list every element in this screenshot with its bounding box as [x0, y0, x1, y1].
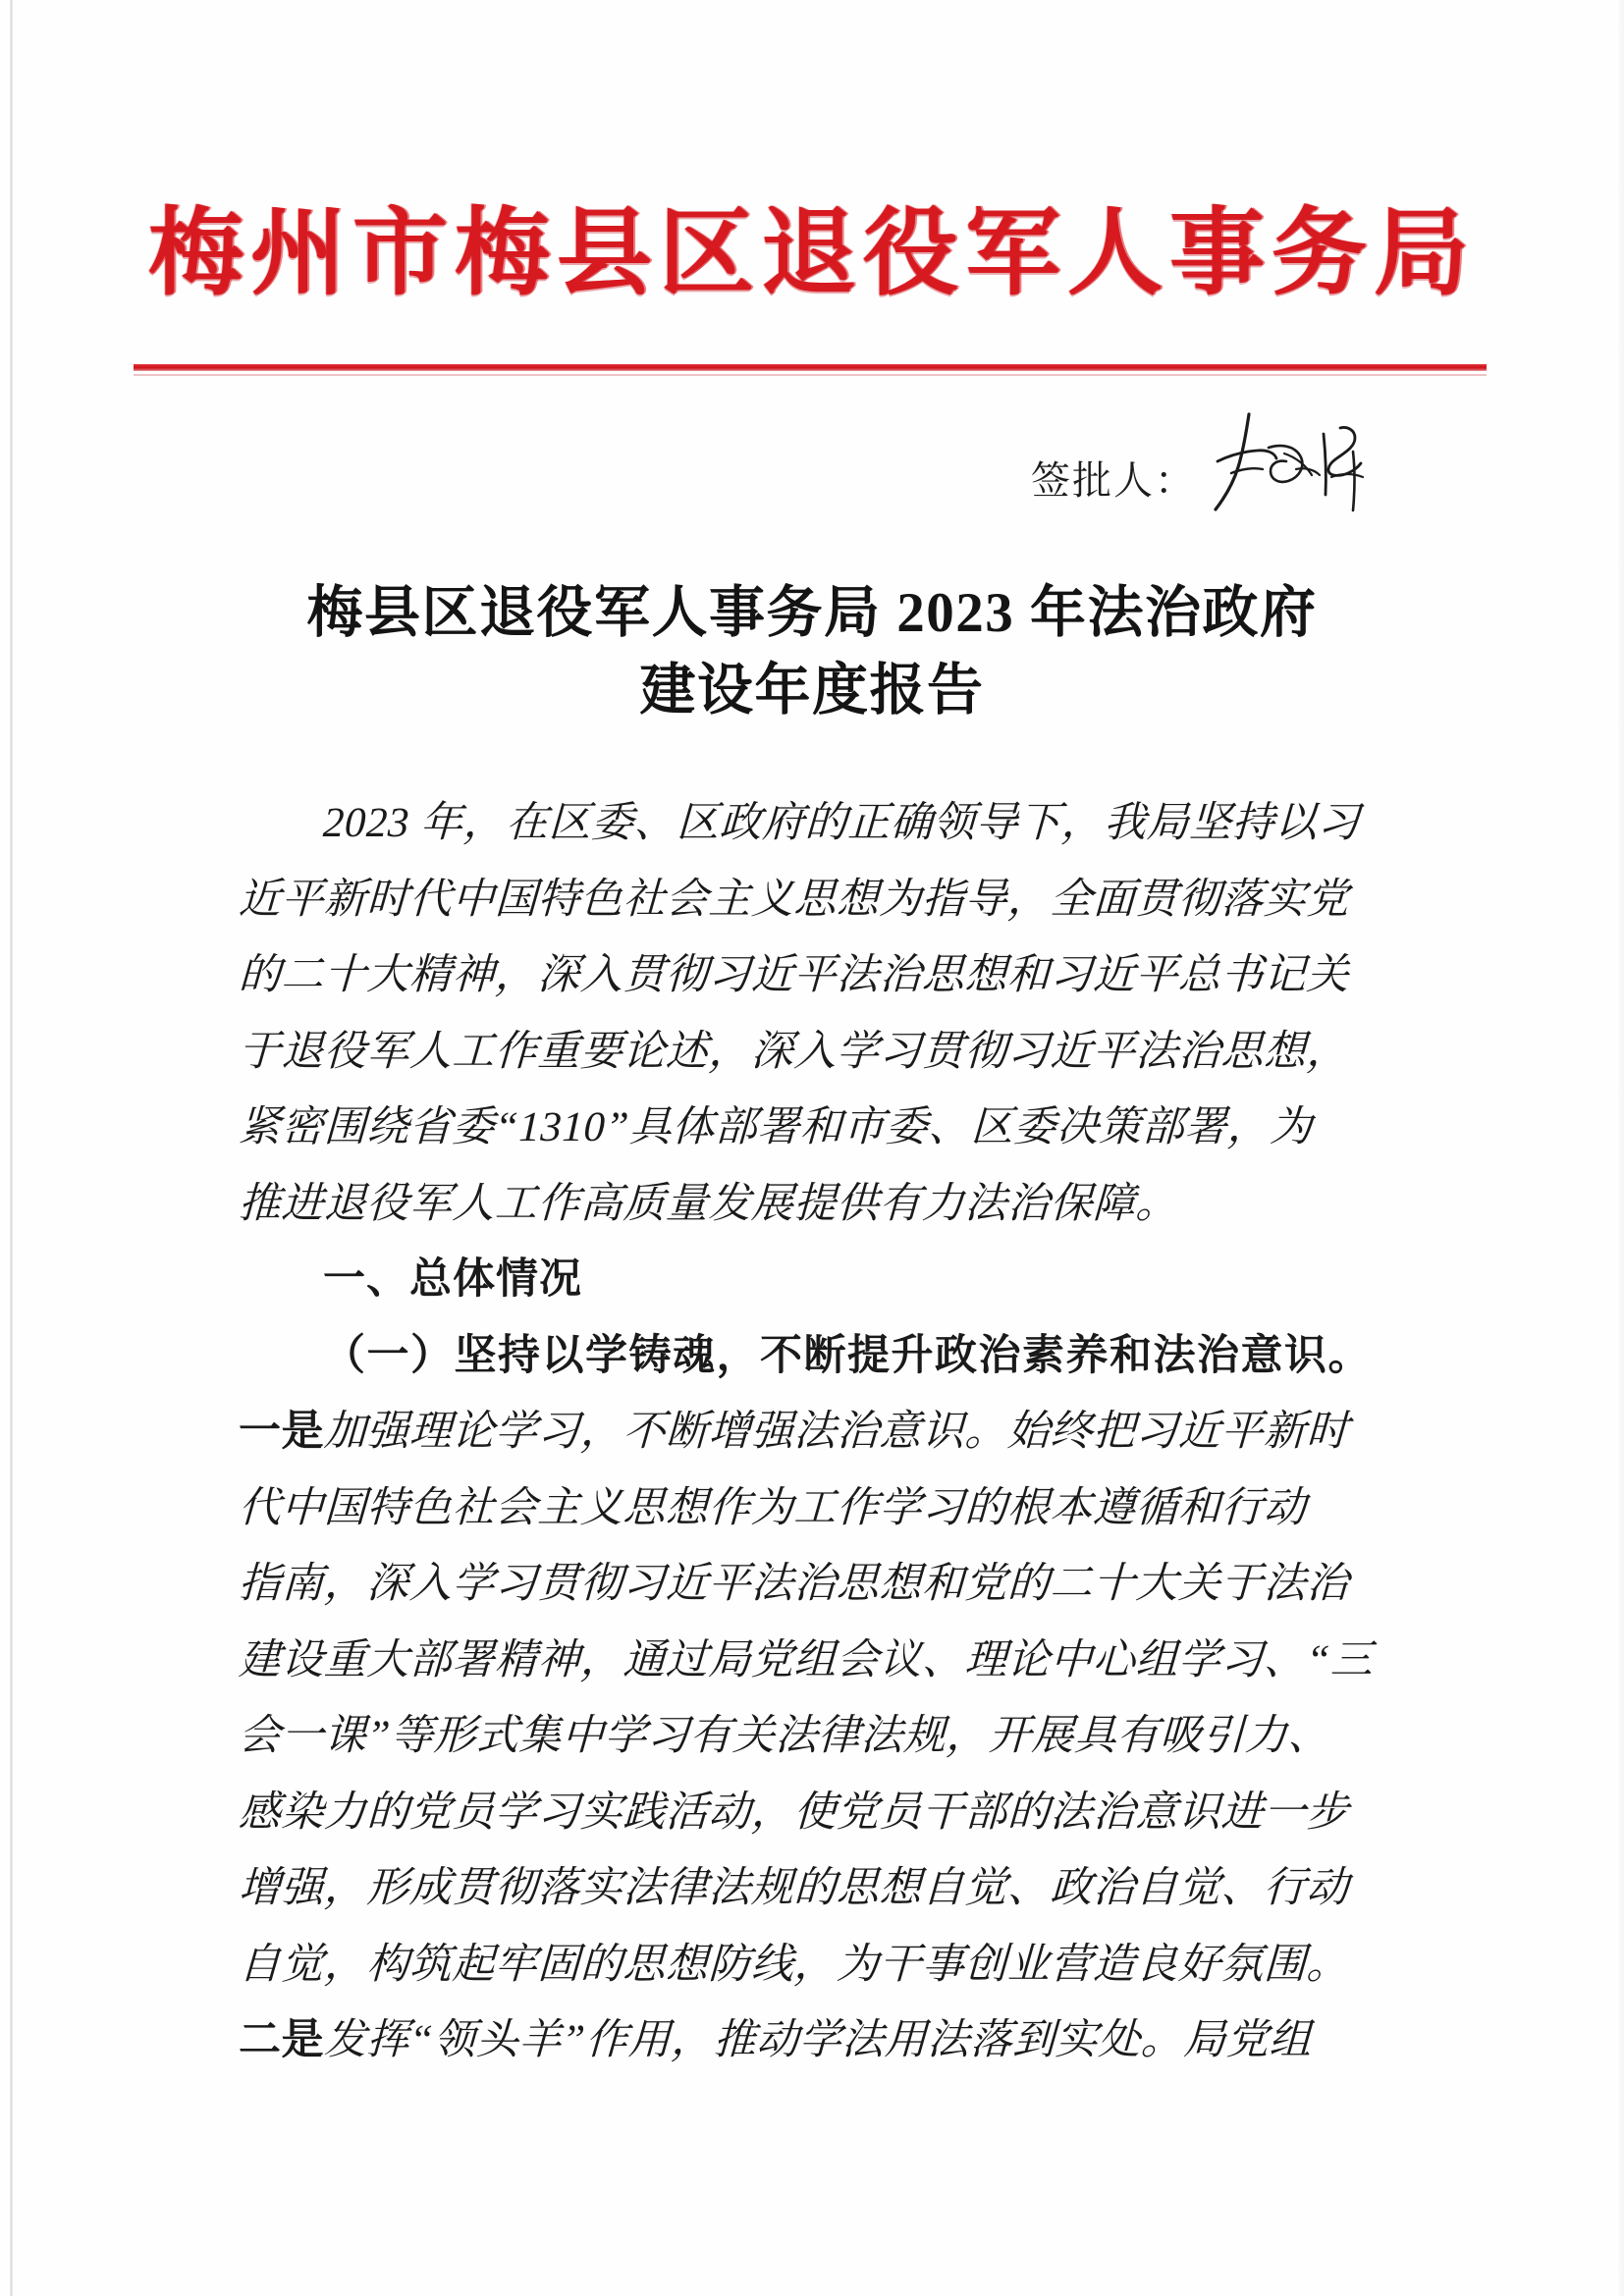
body-line: 会一课”等形式集中学习有关法律法规，开展具有吸引力、	[238, 1713, 1331, 1759]
body-line: 近平新时代中国特色社会主义思想为指导，全面贯彻落实党	[238, 876, 1350, 923]
body-line-text: 发挥“领头羊”作用，推动学法用法落到实处。局党组	[323, 2017, 1313, 2063]
body-line: 指南，深入学习贯彻习近平法治思想和党的二十大关于法治	[238, 1561, 1350, 1607]
body-line: 自觉，构筑起牢固的思想防线，为干事创业营造良好氛围。	[238, 1941, 1350, 1988]
approver-label: 签批人：	[1031, 458, 1196, 503]
body-line-lead: 二是	[239, 2017, 324, 2063]
document-body	[239, 785, 1412, 2079]
letterhead-red-rule	[134, 364, 1487, 371]
body-line: 推进退役军人工作高质量发展提供有力法治保障。	[238, 1180, 1179, 1227]
body-line: 紧密围绕省委“1310”具体部署和市委、区委决策部署，为	[238, 1104, 1314, 1150]
section-subheading: （一）坚持以学铸魂，不断提升政治素养和法治意识。	[323, 1332, 1372, 1379]
body-line: 增强，形成贯彻落实法律法规的思想自觉、政治自觉、行动	[238, 1865, 1350, 1911]
body-line: 于退役军人工作重要论述，深入学习贯彻习近平法治思想，	[238, 1028, 1350, 1075]
scan-edge-right	[1618, 0, 1624, 2296]
letterhead-red-rule-thin	[134, 374, 1487, 376]
document-title-line-2: 建设年度报告	[639, 660, 985, 721]
body-line	[238, 2002, 1414, 2079]
document-title	[0, 574, 1624, 729]
scan-edge-left	[10, 0, 13, 2296]
body-line: 2023 年，在区委、区政府的正确领导下，我局坚持以习	[322, 800, 1362, 846]
letterhead	[0, 201, 1624, 308]
body-line	[238, 1394, 1414, 1470]
body-line-lead: 一是	[239, 1409, 324, 1455]
section-heading: 一、总体情况	[323, 1256, 582, 1303]
handwritten-signature-icon	[1198, 408, 1384, 516]
document-title-line-1: 梅县区退役军人事务局 2023 年法治政府	[306, 582, 1318, 644]
letterhead-organization: 梅州市梅县区退役军人事务局	[148, 201, 1476, 306]
body-line: 建设重大部署精神，通过局党组会议、理论中心组学习、“三	[238, 1636, 1375, 1683]
approver-row	[0, 424, 1624, 532]
body-line: 的二十大精神，深入贯彻习近平法治思想和习近平总书记关	[238, 952, 1350, 998]
body-line: 代中国特色社会主义思想作为工作学习的根本遵循和行动	[238, 1484, 1308, 1531]
body-line: 感染力的党员学习实践活动，使党员干部的法治意识进一步	[238, 1789, 1350, 1836]
body-line-text: 加强理论学习，不断增强法治意识。始终把习近平新时	[323, 1409, 1350, 1455]
